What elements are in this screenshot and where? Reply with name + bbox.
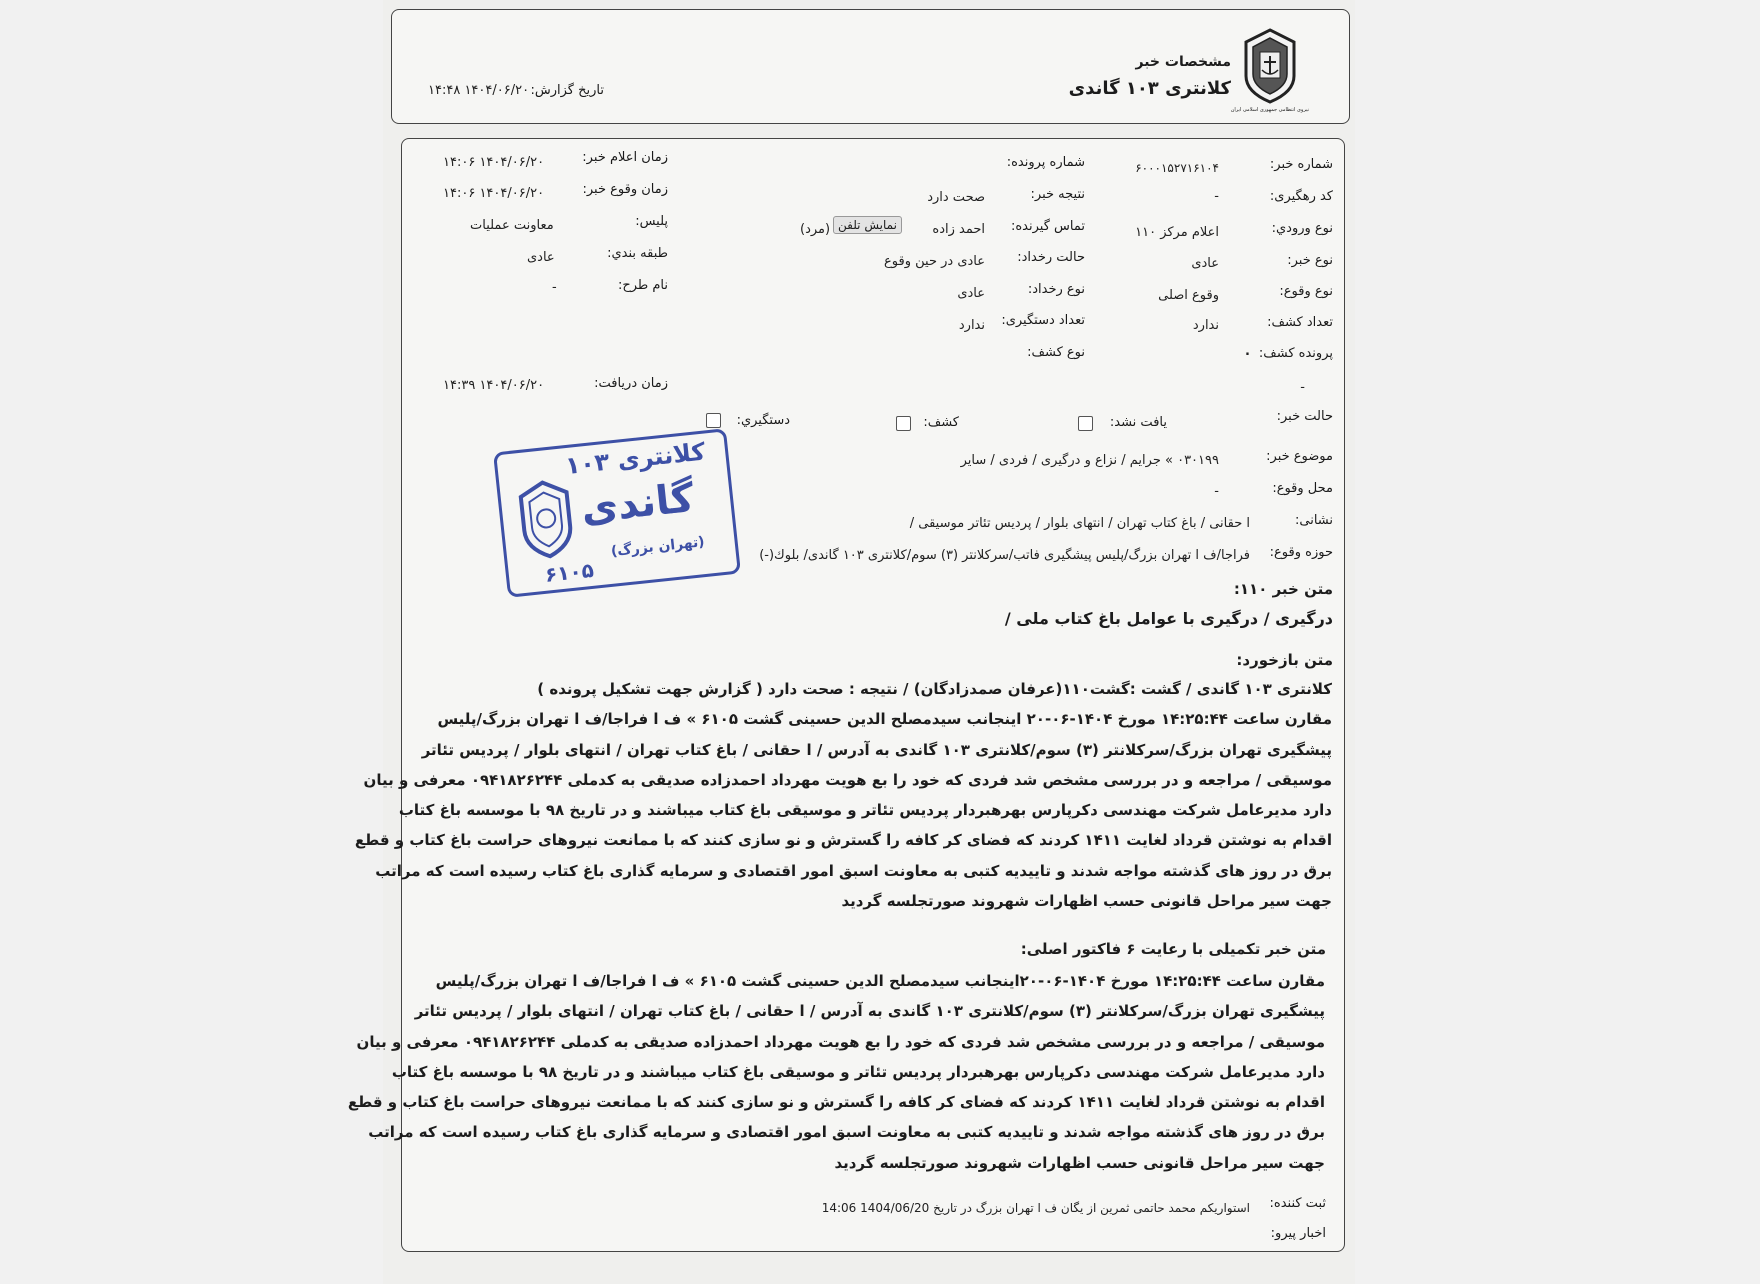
subject-value: ۰۳۰۱۹۹ » جرایم / نزاع و درگیری / فردی / سایر xyxy=(960,453,1219,468)
feedback-title: متن بازخورد: xyxy=(1236,651,1333,669)
show-phone-button[interactable]: نمایش تلفن xyxy=(833,216,902,234)
caller-gender: (مرد) xyxy=(800,222,831,237)
discovery-type-label: نوع کشف: xyxy=(1027,345,1085,360)
caller-value: احمد زاده xyxy=(932,222,985,237)
caller-label: تماس گیرنده: xyxy=(1010,219,1085,234)
stamp-line-3: (تهران بزرگ) xyxy=(610,534,706,560)
supplement-line: پیشگیری تهران بزرگ/سرکلانتر (۳) سوم/کلانتری ۱۰۳ گاندی به آدرس / ا حقانی / باغ کتاب تهران / انتهای بلوار / پردیس تئاتر xyxy=(414,1002,1325,1021)
occurrence-type-value: وقوع اصلی xyxy=(1158,288,1219,303)
supplement-line: برق در روز های گذشته مواجه شدند و تاییدیه کتبی به معاونت اسبق امور اقتصادی و سرمایه گذاری باغ کتاب رسیده است که مراتب xyxy=(368,1123,1325,1142)
event-state-value: عادی در حین وقوع xyxy=(884,254,985,269)
feedback-line: پیشگیری تهران بزرگ/سرکلانتر (۳) سوم/کلانتری ۱۰۳ گاندی به آدرس / ا حقانی / باغ کتاب تهران / انتهای بلوار / پردیس تئاتر xyxy=(421,740,1332,759)
address-value: ا حقانی / باغ کتاب تهران / انتهای بلوار / پردیس تئاتر موسیقی / xyxy=(909,516,1250,531)
news-number-value: ۶۰۰۰۱۵۲۷۱۶۱۰۴ xyxy=(1135,161,1219,175)
news-type-value: عادی xyxy=(1191,256,1219,271)
report-date-value: ۱۴۰۴/۰۶/۲۰ ۱۴:۴۸ xyxy=(428,83,530,98)
district-label: حوزه وقوع: xyxy=(1269,545,1333,560)
report-date-label: تاریخ گزارش: xyxy=(530,83,604,98)
entry-type-label: نوع ورودي: xyxy=(1271,221,1333,236)
event-state-label: حالت رخداد: xyxy=(1017,250,1085,265)
stamp-number: ۶۱۰۵ xyxy=(543,557,595,587)
stamp-emblem-icon xyxy=(513,476,579,564)
news-number-label: شماره خبر: xyxy=(1269,157,1333,172)
arrest-status-label: دستگیري: xyxy=(736,413,790,428)
discovery-checkbox[interactable] xyxy=(896,416,911,431)
announce-time-label: زمان اعلام خبر: xyxy=(582,150,668,165)
supplement-line: دارد مدیرعامل شرکت مهندسی دکرپارس بهرهبردار پردیس تئاتر و موسیقی باغ کتاب میباشند و در تاریخ ۹۸ با موسسه باغ کتاب xyxy=(391,1062,1325,1081)
announce-time-value: ۱۴۰۴/۰۶/۲۰ ۱۴:۰۶ xyxy=(443,155,545,170)
station-title: کلانتری ۱۰۳ گاندی xyxy=(1068,78,1231,99)
arrest-count-value: ندارد xyxy=(958,318,985,333)
feedback-line: دارد مدیرعامل شرکت مهندسی دکرپارس بهرهبردار پردیس تئاتر و موسیقی باغ کتاب میباشند و در تاریخ ۹۸ با موسسه باغ کتاب xyxy=(398,801,1332,820)
registrar-value: استواریکم محمد حاتمی ثمرین از یگان ف ا تهران بزرگ در تاریخ 1404/06/20 14:06 xyxy=(821,1201,1250,1215)
supplement-line: موسیقی / مراجعه و در بررسی مشخص شد فردی که خود را بع هویت مهرداد احمدزاده صدیقی به کدملی ۰۹۴۱۸۲۶۲۴۴ معرفی و بیان xyxy=(356,1032,1325,1051)
plan-name-value: - xyxy=(552,280,557,295)
discovery-count-label: تعداد کشف: xyxy=(1267,315,1333,330)
occurrence-time-label: زمان وقوع خبر: xyxy=(582,182,668,197)
event-type-value: عادی xyxy=(957,286,985,301)
tracking-code-label: کد رهگیری: xyxy=(1269,189,1333,204)
occurrence-time-value: ۱۴۰۴/۰۶/۲۰ ۱۴:۰۶ xyxy=(443,186,545,201)
tracking-code-value: - xyxy=(1214,189,1219,204)
stamp-line-2: گاندی xyxy=(578,475,697,533)
supplement-line: جهت سیر مراحل قانونی حسب اظهارات شهروند صورتجلسه گردید xyxy=(834,1153,1325,1172)
feedback-body xyxy=(354,674,1332,916)
police-value: معاونت عملیات xyxy=(470,218,554,233)
feedback-line: اقدام به نوشتن قرداد لغایت ۱۴۱۱ کردند که فضای کر کافه را گسترش و نو سازی کنند که با ممانعت نیروهای حراست باغ کتاب و قطع xyxy=(354,831,1332,850)
dash-line: - xyxy=(1300,380,1305,395)
discovery-status-label: کشف: xyxy=(923,415,959,430)
feedback-line: برق در روز های گذشته مواجه شدند و تاییدیه کتبی به معاونت اسبق امور اقتصادی و سرمایه گذاری باغ کتاب رسیده است که مراتب xyxy=(375,861,1332,880)
case-number-label: شماره پرونده: xyxy=(1006,155,1085,170)
classification-value: عادی xyxy=(527,250,555,265)
subject-label: موضوع خبر: xyxy=(1266,449,1333,464)
feedback-line: جهت سیر مراحل قانونی حسب اظهارات شهروند صورتجلسه گردید xyxy=(841,892,1332,911)
header-box xyxy=(391,9,1350,124)
feedback-line: مقارن ساعت ۱۴:۲۵:۴۴ مورخ ۱۴۰۴-۰۶-۲۰ اینجانب سیدمصلح الدین حسینی گشت ۶۱۰۵ » ف ا فراجا/ف ا تهران بزرگ/پلیس xyxy=(437,710,1332,729)
event-type-label: نوع رخداد: xyxy=(1027,282,1085,297)
supplement-line: اقدام به نوشتن قرداد لغایت ۱۴۱۱ کردند که فضای کر کافه را گسترش و نو سازی کنند که با ممانعت نیروهای حراست باغ کتاب و قطع xyxy=(347,1093,1325,1112)
district-value: فراجا/ف ا تهران بزرگ/پلیس پیشگیری فاتب/سرکلانتر (۳) سوم/کلانتری ۱۰۳ گاندی/ بلوك(-) xyxy=(759,548,1250,563)
occurrence-type-label: نوع وقوع: xyxy=(1279,284,1333,299)
followup-label: اخبار پیرو: xyxy=(1270,1226,1326,1241)
discovery-file-label: پرونده کشف: xyxy=(1258,346,1333,361)
discovery-file-value: . xyxy=(1245,344,1250,359)
news-type-label: نوع خبر: xyxy=(1287,253,1333,268)
location-value: - xyxy=(1214,484,1219,499)
received-time-label: زمان دریافت: xyxy=(594,376,668,391)
supplement-line: مقارن ساعت ۱۴:۲۵:۴۴ مورخ ۱۴۰۴-۰۶-۲۰اینجانب سیدمصلح الدین حسینی گشت ۶۱۰۵ » ف ا فراجا/ف ا تهران بزرگ/پلیس xyxy=(435,972,1325,990)
feedback-line: موسیقی / مراجعه و در بررسی مشخص شد فردی که خود را بع هویت مهرداد احمدزاده صدیقی به کدملی ۰۹۴۱۸۲۶۲۴۴ معرفی و بیان xyxy=(363,770,1332,789)
police-stamp xyxy=(493,428,741,598)
received-time-value: ۱۴۰۴/۰۶/۲۰ ۱۴:۳۹ xyxy=(443,378,545,393)
emblem-caption: نیروی انتظامی جمهوری اسلامی ایران xyxy=(1230,107,1309,113)
supplement-title: متن خبر تکمیلی با رعایت ۶ فاکتور اصلی: xyxy=(1020,940,1326,958)
classification-label: طبقه بندي: xyxy=(607,246,668,261)
text110-body: درگیری / درگیری با عوامل باغ کتاب ملی / xyxy=(1004,609,1333,628)
not-found-label: یافت نشد: xyxy=(1109,415,1167,430)
header-subtitle: مشخصات خبر xyxy=(1135,54,1231,70)
discovery-count-value: ندارد xyxy=(1192,318,1219,333)
arrest-count-label: تعداد دستگیری: xyxy=(1001,313,1085,328)
not-found-checkbox[interactable] xyxy=(1078,416,1093,431)
supplement-body xyxy=(347,966,1325,1178)
plan-name-label: نام طرح: xyxy=(617,278,668,293)
address-label: نشانی: xyxy=(1294,513,1333,528)
news-result-label: نتیجه خبر: xyxy=(1030,187,1085,202)
stamp-line-1: کلانتری ۱۰۳ xyxy=(564,437,707,481)
status-label: حالت خبر: xyxy=(1276,409,1333,424)
police-label: پلیس: xyxy=(635,214,668,229)
entry-type-value: اعلام مرکز ۱۱۰ xyxy=(1135,225,1219,240)
registrar-label: ثبت کننده: xyxy=(1269,1196,1326,1211)
police-emblem-icon xyxy=(1239,26,1301,106)
news-result-value: صحت دارد xyxy=(927,190,985,205)
text110-title: متن خبر ۱۱۰: xyxy=(1233,580,1333,598)
feedback-line: کلانتری ۱۰۳ گاندی / گشت :گشت۱۱۰(عرفان صمدزادگان) / نتیجه : صحت دارد ( گزارش جهت تشکیل پرونده ) xyxy=(537,680,1332,698)
arrest-checkbox[interactable] xyxy=(706,413,721,428)
location-label: محل وقوع: xyxy=(1272,481,1333,496)
